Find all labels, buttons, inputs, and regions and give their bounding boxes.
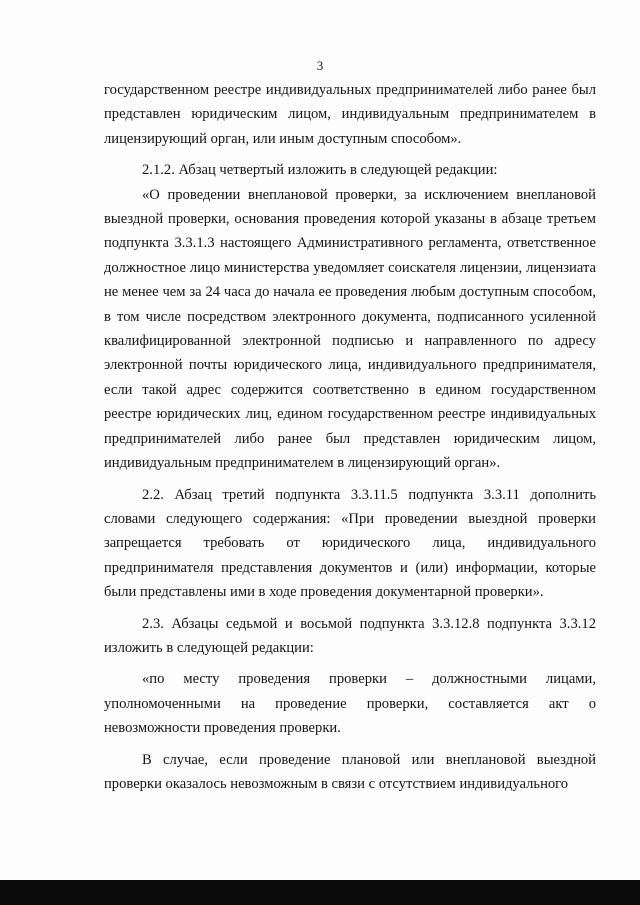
paragraph-quoted-notification: «О проведении внеплановой проверки, за исключением внеплановой выездной проверки, основания проведения которой указаны в абзаце третьем подпункта 3.3.1.3 настоящего Административного регламента, ответственное должностное лицо министерства уведомляет соискателя лицензии, лицензиата не менее чем за 24 часа до начала ее проведения любым доступным способом, в том числе посредством электронного документа, подписанного усиленной квалифицированной электронной подписью и направленного по адресу электронной почты юридического лица, индивидуального предпринимателя, если такой адрес содержится соответственно в едином государственном реестре юридических лиц, едином государственном реестре индивидуальных предпринимателей либо ранее был представлен юридическим лицом, индивидуальным предпринимателем в лицензирующий орган». xyxy=(104,186,596,472)
paragraph-case: В случае, если проведение плановой или внеплановой выездной проверки оказалось невозможным в связи с отсутствием индивидуального xyxy=(104,751,596,792)
document-body xyxy=(104,78,596,796)
paragraph-2-2: 2.2. Абзац третий подпункта 3.3.11.5 подпункта 3.3.11 дополнить словами следующего содержания: «При проведении выездной проверки запрещается требовать от юридического лица, индивидуального предпринимателя представления документов и (или) информации, которые были представлены ими в ходе проведения документарной проверки». xyxy=(104,486,596,601)
paragraph-continuation: государственном реестре индивидуальных предпринимателей либо ранее был представлен юридическим лицом, индивидуальным предпринимателем в лицензирующий орган, или иным доступным способом». xyxy=(104,82,596,147)
paragraph-2-1-2: 2.1.2. Абзац четвертый изложить в следующей редакции: xyxy=(142,162,498,179)
paragraph-quoted-act: «по месту проведения проверки – должностными лицами, уполномоченными на проведение проверки, составляется акт о невозможности проведения проверки. xyxy=(104,671,596,737)
page-number: 3 xyxy=(316,58,324,73)
scan-bottom-edge xyxy=(0,880,640,905)
paragraph-2-3: 2.3. Абзацы седьмой и восьмой подпункта 3.3.12.8 подпункта 3.3.12 изложить в следующей редакции: xyxy=(104,615,596,656)
